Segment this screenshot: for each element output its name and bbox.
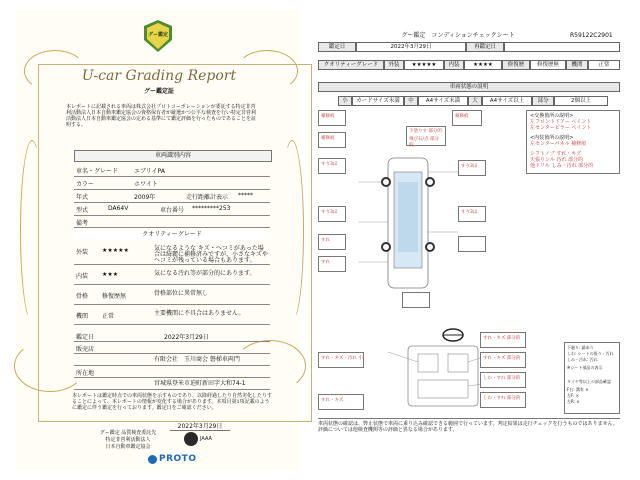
damage-tag-box [458,206,486,222]
size-small-label: 小 [338,96,352,106]
legend-box [564,342,620,414]
row-address [74,366,270,378]
damage-tag: すれ・キズ 部分的 [483,356,521,361]
int-stars: ★★★★ [464,60,502,70]
quality-interior [74,268,270,285]
quality-engine [74,308,270,325]
damage-tag-box [318,256,346,272]
note-line: シフトノブ すれ・キズ [530,151,582,157]
int-label: 内装 [444,60,464,70]
row-label: 車名・グレード [76,168,119,175]
condition-check-sheet [318,28,620,438]
notes-box [526,110,620,174]
quality-frame [74,288,270,305]
row-color [74,176,270,190]
certificate-subtitle: グー鑑定証 [143,88,174,95]
row-value: 2022年3月29日 [164,334,209,341]
issuer-line-3: 日本自動車鑑定協会 [105,444,151,450]
quality-stars: ★★★★★ [102,247,129,254]
damage-tag: すり3ほ [461,164,478,169]
note-line: 左センターピラー ペイント [530,125,592,131]
damage-tag: すれ [321,260,330,265]
jaaa-text: JAAA [200,436,212,442]
row-store-name [74,354,270,366]
quality-mark: 修復歴無 [102,293,127,300]
row-value2: ***** [238,192,253,199]
grading-certificate [16,10,300,470]
repair-label: 修復歴 [502,60,530,70]
damage-tag-box [318,352,364,368]
row-label: 備考 [76,220,89,227]
row-store [74,342,270,354]
note-line: 天張りシル 汚れ 部分的 [530,157,584,163]
row-label: カラー [76,181,95,188]
damage-tag-box [318,234,346,250]
note-line: 左フロントドアー ペイント [530,119,592,125]
damage-tag: すり3ほ [321,162,338,167]
row-label: 鑑定日 [76,334,95,341]
damage-tag: 飛び石/点 部分的 [409,137,439,148]
quality-label: 外装 [76,249,89,256]
size-part-value: 2個以上 [554,96,608,106]
size-mid-value: A4サイズ未満 [418,96,468,106]
quality-grade-title: クオリティーグレード [74,230,270,240]
legend-line: しみ・汚れ: 汚れ [567,357,598,362]
legend-line: ※シート部品の表示 [567,365,603,370]
note-line: <交換箇所の説明> [530,113,574,119]
damage-tag-box [480,352,526,368]
issuer-line-2: 特定非営利活動法人 [105,437,151,443]
row-model [74,202,270,216]
damage-tag-box [458,160,486,176]
sheet-footer-note: 車両状態の確認は、弊止状態で車両に乗り込み確認できる範囲で行っています。判定結果は走行チェックを行うものではありません。評価については他検査機関等の評価と異なる場合があります。 [318,418,620,433]
steering-wheel-icon [442,328,464,342]
vehicle-id-section-title: 車両識別内容 [74,150,272,162]
damage-tag: 下塗りす 部分的 [409,129,442,134]
row-value: DA64V [108,205,129,212]
damage-tag: すり3ほ [461,210,478,215]
size-mid-label: 中 [404,96,418,106]
engine-label: 機関 [566,60,588,70]
quality-grade-label: クオリティーグレード [318,60,384,70]
reappraisal-label: 再鑑定日 [466,42,504,52]
certificate-title: U-car Grading Report [81,68,237,84]
damage-tag-box [406,126,446,146]
legend-line: しわ: シートの張り・汚れ [567,351,614,356]
damage-tag-box [318,110,346,126]
ornament-swirl [20,140,44,322]
row-appraisal-date [74,330,270,342]
row-value: エブリイPA [134,168,165,175]
damage-tag: すれ・キズ・汚れ 小 [321,356,363,361]
row-value: 2009年 [134,194,156,201]
appraisal-date-label: 鑑定日 [318,42,356,52]
damage-diagram [318,110,620,414]
row-label2: 走行距離計表示 [186,194,229,201]
repair-value: 修復歴無 [530,60,566,70]
state-description-title: 車両状態の説明 [318,82,620,92]
damage-tag: すり3ほ [321,210,338,215]
row-value: 宮城県登米市迫町新田字大和74-1 [154,380,246,387]
legend-line: 左R: × [567,399,580,404]
proto-logo-text: PROTO [159,454,197,464]
size-large-label: 大 [468,96,482,106]
quality-desc: 主要機関に不具合はありません。 [154,310,245,317]
damage-tag-box [480,392,526,408]
certificate-intro: 本レポートに記載される車両は株式会社プロトコーポレーションが委託する特定非営利活動法人日本自動車鑑定協会の資格保有者が厳選かつ公平な検査を行い特定非営利活動法人日本自動車鑑定協会の定める基準にて鑑定評価を行ったものであることを証明する。 [66,104,257,128]
quality-label: 機関 [76,313,89,320]
quality-stars: ★★★ [102,271,119,278]
reappraisal-date [504,42,620,52]
quality-exterior [74,244,270,265]
quality-label: 骨格 [76,293,89,300]
issuer-line-1: グー鑑定 品質検査委託先 [99,430,157,436]
car-top-view-diagram [358,152,458,302]
damage-tag: すれ・キズ [321,398,344,403]
row-label: 年式 [76,194,89,201]
note-line: <内装箇所の説明> [530,135,574,141]
damage-tag-box [318,206,346,222]
quality-desc: 気になるような キズ・ヘコミがあった場合は綺麗に補修済みですが、小さなキズやヘコミが残っている場合もあります。 [154,245,268,264]
damage-tag: しわ・すれ 部分的 [483,396,521,401]
damage-tag: しわ・すれ 部分的 [483,376,521,381]
issue-date: 2022年3月29日 [170,423,230,431]
row-address-value [74,378,270,390]
row-value: 有限会社 玉川商会 磐梯車両門 [154,356,240,363]
damage-tag-box [458,236,486,252]
size-part-label: 部分 [532,96,554,106]
damage-tag-box [318,394,364,410]
badge-text: グー鑑定 [147,32,168,38]
jaaa-logo [184,432,198,446]
document-number: R59122C2901 [570,32,613,39]
ornament-swirl [280,140,304,322]
row-value: ホワイト [134,181,158,188]
note-line: 左センターパネル 補修痕 [530,141,587,147]
quality-label: 内装 [76,273,89,280]
appraisal-date: 2022年3月29日 [356,42,466,52]
row-label: 販売店 [76,346,95,353]
legend-line: 下廻り: 錆あり [567,345,594,350]
damage-tag-box [318,132,346,148]
note-line: 他ドリル しみ・汚れ 部分的 [530,163,594,169]
goo-kantei-badge [144,20,172,52]
row-year [74,189,270,203]
quality-desc: 骨格部位に異常無し [154,290,209,297]
quality-mark: 正常 [102,313,115,320]
legend-line: タイヤ等以上の部品確認 [567,379,611,384]
row-value2: *********253 [192,205,231,212]
certificate-note: 本レポートは鑑定時点での車両状態を示すものであり、以降経過したり自然劣化したりすることによって、本レポートの情報が変化する場合があります。本項目第1項記載のように鑑定に伴う鑑定を行っております。鑑定日をご確認ください。 [72,393,273,411]
quality-desc: 気になる汚れ等が部分的にあります。 [154,270,256,277]
damage-tag-box [318,158,346,174]
damage-tag: 補修痕 [321,114,335,119]
damage-tag: すれ・キズ 部分的 [483,336,521,341]
sheet-title: グー鑑定 コンディションチェックシート [401,32,515,39]
size-small-value: カードサイズ未満 [352,96,404,106]
damage-tag: 補修痕 [455,114,469,119]
row-label: 型式 [76,207,89,214]
damage-tag-box [452,110,482,126]
row-label2: 車台番号 [160,207,185,214]
ext-stars: ★★★★★ [404,60,444,70]
damage-tag: すれ [321,238,330,243]
row-remarks [74,215,270,228]
damage-tag: 補修痕 [321,136,335,141]
damage-tag-box [480,332,526,348]
ext-label: 外装 [384,60,404,70]
row-vehicle-name [74,163,270,177]
row-label: 所在地 [76,370,95,377]
size-large-value: A4サイズ以上 [482,96,532,106]
engine-value: 正常 [588,60,620,70]
damage-tag-box [480,372,526,388]
legend-line: 左F: × [567,393,579,398]
legend-line: F右: 溝有 × [567,387,589,392]
